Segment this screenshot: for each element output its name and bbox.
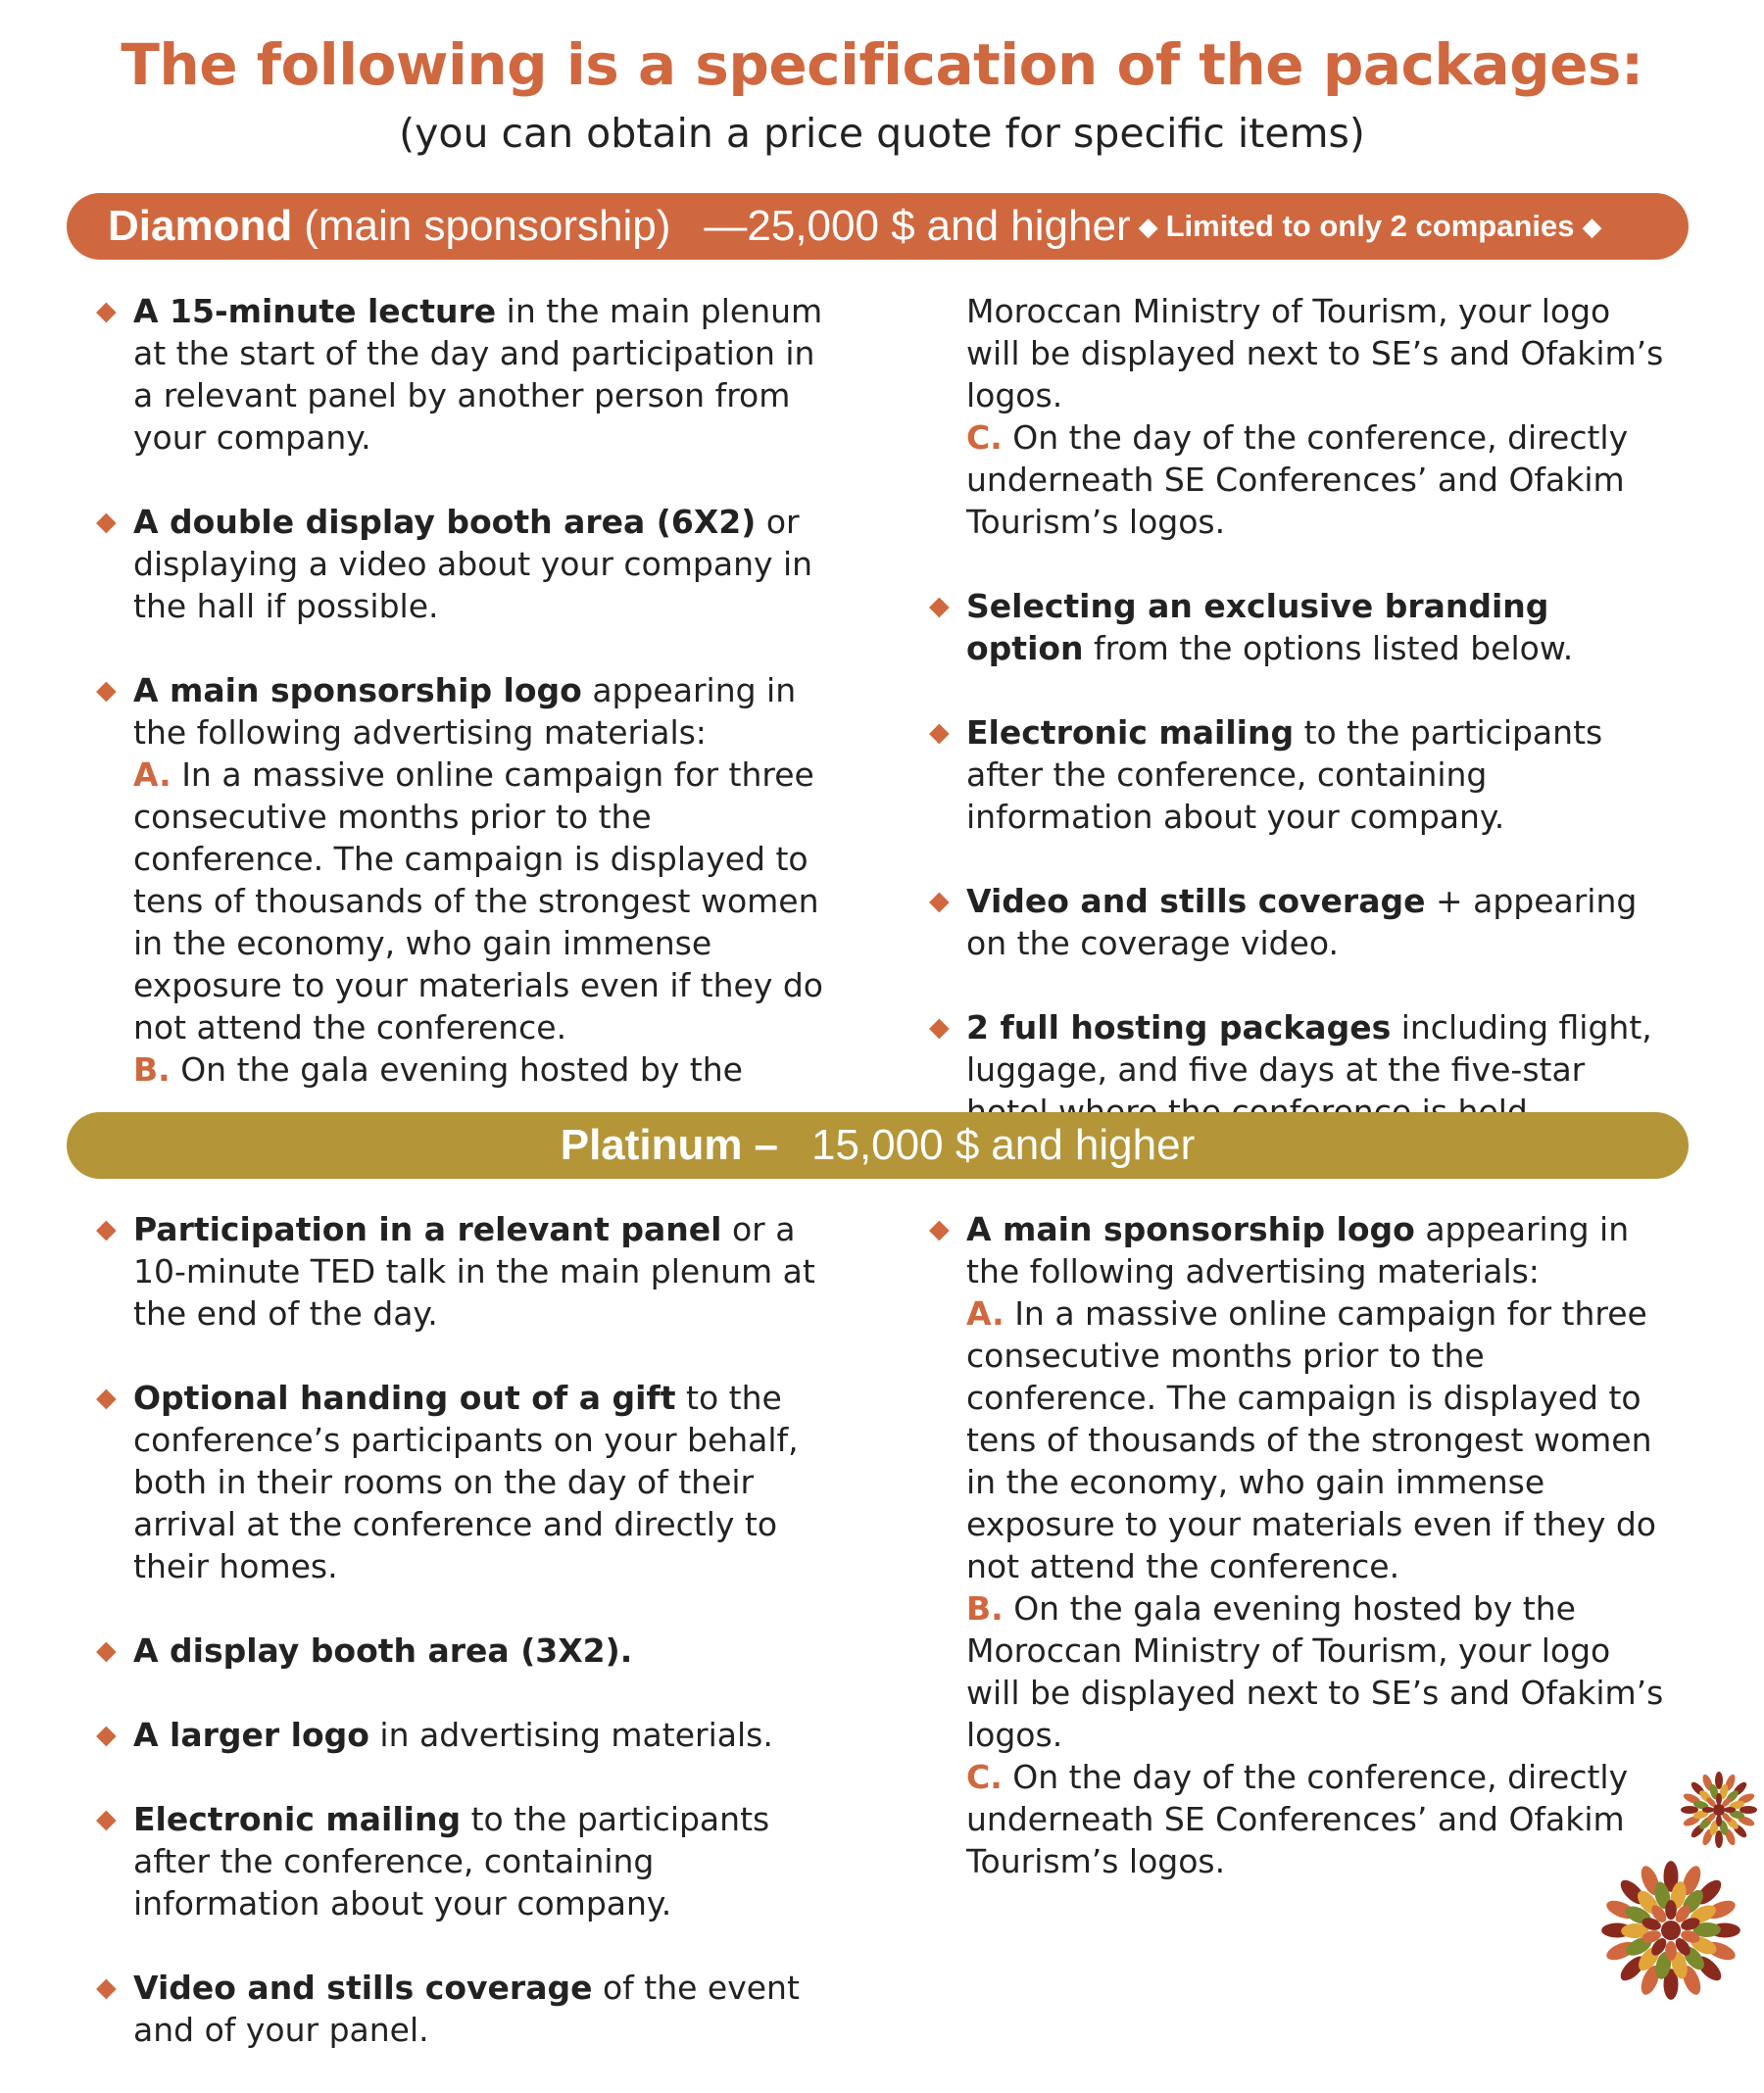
list-item (900, 1208, 1664, 1882)
list-item (67, 669, 831, 1091)
diamond-bullet-icon: ◆ (96, 1635, 117, 1666)
sub-text: In a massive online campaign for three consecutive months prior to the conference. The campaign is displayed to tens of thousands of the strongest women in the economy, who gain immense exposure to your materials even if they do not attend the conference. (133, 755, 823, 1046)
list-item (900, 585, 1664, 669)
diamond-bullet-icon: ◆ (96, 296, 117, 326)
diamond-bullet-icon: ◆ (1582, 211, 1602, 241)
diamond-limit: Limited to only 2 companies (1165, 209, 1575, 243)
diamond-right-column (900, 290, 1664, 1175)
list-item (900, 711, 1664, 838)
item-title: Participation in a relevant panel (133, 1210, 722, 1248)
sub-letter: B. (133, 1050, 171, 1089)
item-text: of the event and of your panel. (133, 1969, 800, 2049)
platinum-left-column (67, 1208, 831, 2093)
item-title: A double display booth area (6X2) (133, 503, 757, 541)
list-item (67, 1798, 831, 1924)
diamond-price: —25,000 $ (704, 202, 915, 250)
sub-letter: A. (966, 1294, 1004, 1333)
sub-letter: B. (966, 1589, 1004, 1628)
continued-text (900, 290, 1664, 543)
item-text: to the participants after the conference, containing information about your company. (133, 1800, 770, 1923)
mandala-small-icon (1678, 1769, 1760, 1851)
platinum-higher: and higher (991, 1121, 1196, 1169)
item-text: or displaying a video about your company in the hall if possible. (133, 503, 813, 625)
item-title: A 15-minute lecture (133, 292, 497, 330)
diamond-bullet-icon: ◆ (929, 886, 950, 916)
diamond-bullet-icon: ◆ (96, 1383, 117, 1413)
platinum-right-column (900, 1208, 1664, 1924)
item-title: A main sponsorship logo (966, 1210, 1415, 1248)
page-title: The following is a specification of the packages: (121, 31, 1643, 98)
item-text: appearing in the following advertising materials: (133, 671, 797, 752)
item-title: Optional handing out of a gift (133, 1379, 676, 1417)
item-text: in advertising materials. (368, 1716, 773, 1754)
mandala-large-icon (1583, 1857, 1759, 2004)
item-text: + appearing on the coverage video. (966, 882, 1638, 962)
page-subtitle: (you can obtain a price quote for specific items) (399, 110, 1365, 157)
diamond-bullet-icon: ◆ (96, 1214, 117, 1244)
item-title: Electronic mailing (966, 713, 1295, 752)
item-title: 2 full hosting packages (966, 1008, 1392, 1046)
item-title: A display booth area (3X2). (133, 1631, 633, 1670)
platinum-dash: – (754, 1121, 779, 1169)
diamond-bullet-icon: ◆ (929, 1214, 950, 1244)
list-item (900, 880, 1664, 964)
diamond-bullet-icon: ◆ (929, 1012, 950, 1043)
sub-text: On the day of the conference, directly underneath SE Conferences’ and Ofakim Tourism’s logos. (966, 418, 1629, 541)
sub-letter: C. (966, 1758, 1003, 1796)
list-item (67, 1377, 831, 1587)
item-title: Video and stills coverage (133, 1969, 593, 2007)
platinum-name: Platinum (560, 1121, 743, 1169)
list-item (67, 1208, 831, 1335)
list-item (67, 1630, 831, 1672)
diamond-left-column (67, 290, 831, 1091)
sub-text: On the gala evening hosted by the Moroccan Ministry of Tourism, your logo will be displayed next to SE’s and Ofakim’s logos. (966, 1589, 1664, 1754)
item-title: Electronic mailing (133, 1800, 462, 1838)
item-title: A main sponsorship logo (133, 671, 582, 709)
diamond-bullet-icon: ◆ (96, 507, 117, 537)
diamond-bullet-icon: ◆ (96, 1720, 117, 1750)
diamond-higher: and higher (926, 202, 1131, 250)
diamond-bullet-icon: ◆ (929, 591, 950, 621)
item-text: to the conference’s participants on your behalf, both in their rooms on the day of their arrival at the conference and directly to their homes. (133, 1379, 799, 1585)
diamond-bullet-icon: ◆ (96, 1804, 117, 1834)
cont-text: Moroccan Ministry of Tourism, your logo will be displayed next to SE’s and Ofakim’s logos. (966, 292, 1664, 414)
diamond-bullet-icon: ◆ (96, 1972, 117, 2003)
item-text: or a 10-minute TED talk in the main plenum at the end of the day. (133, 1210, 815, 1333)
item-text: including flight, luggage, and five days at the five-star (966, 1008, 1652, 1089)
item-title: Video and stills coverage (966, 882, 1426, 920)
list-item (67, 1714, 831, 1756)
diamond-name: Diamond (108, 202, 293, 250)
item-text: to the participants after the conference, containing information about your company. (966, 713, 1603, 836)
item-title: A larger logo (133, 1716, 369, 1754)
sub-text: On the day of the conference, directly underneath SE Conferences’ and Ofakim Tourism’s logos. (966, 1758, 1629, 1880)
sub-text: On the gala evening hosted by the (170, 1050, 743, 1089)
diamond-bullet-icon: ◆ (1138, 211, 1158, 241)
sub-letter: A. (133, 755, 172, 794)
diamond-bullet-icon: ◆ (929, 717, 950, 748)
platinum-banner (67, 1112, 1689, 1179)
sub-letter: C. (966, 418, 1003, 457)
item-text: from the options listed below. (1083, 629, 1574, 667)
sub-text: In a massive online campaign for three consecutive months prior to the conference. The campaign is displayed to tens of thousands of the strongest women in the economy, who gain immense exposure to your materials even if they do not attend the conference. (966, 1294, 1656, 1585)
diamond-bullet-icon: ◆ (96, 675, 117, 706)
list-item (67, 290, 831, 459)
list-item (67, 501, 831, 627)
diamond-banner (67, 193, 1689, 260)
list-item (67, 1967, 831, 2051)
item-text: in the main plenum at the start of the day and participation in a relevant panel by another person from your company. (133, 292, 823, 457)
item-text: appearing in the following advertising materials: (966, 1210, 1630, 1290)
item-title: Selecting an exclusive branding option (966, 587, 1549, 667)
diamond-type: (main sponsorship) (304, 202, 671, 250)
platinum-price: 15,000 $ (811, 1121, 980, 1169)
